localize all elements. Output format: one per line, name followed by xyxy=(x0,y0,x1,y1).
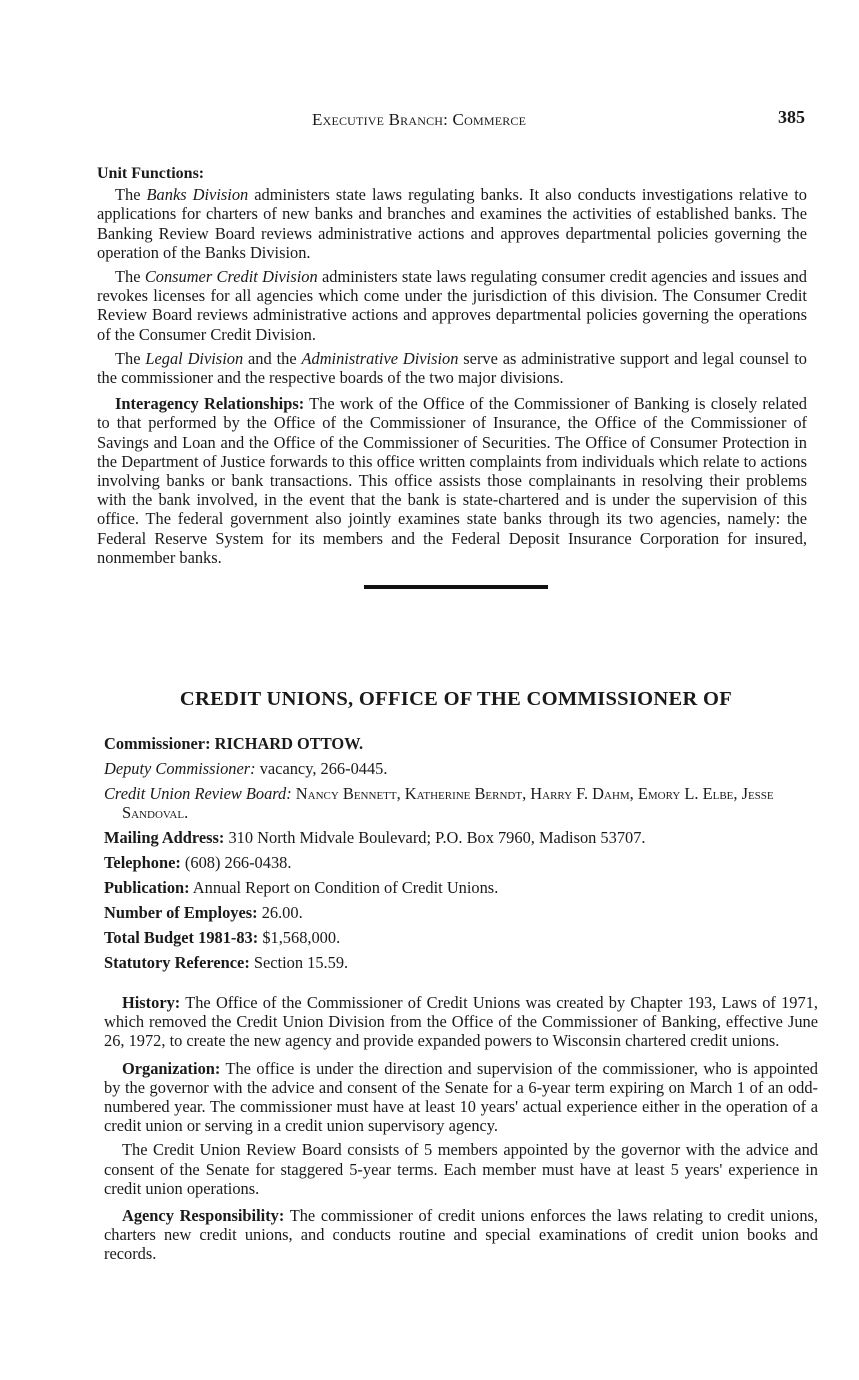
interagency-text: The work of the Office of the Commissioner of Banking is closely related to that performed by the Office of the Commissioner of Insurance, the Office of the Commissioner of Savings and Loan and the Office of the Commissioner of Securities. The Office of Consumer Protection in the Department of Justice forwards to this office written complaints from individuals which relate to actions involving banks or bank transactions. This office assists those complainants in resolving their problems with the bank involved, in the event that the bank is state-chartered and is under the supervision of this office. The federal government also jointly examines state banks through its two agencies, namely: the Federal Reserve System for its members and the Federal Deposit Insurance Corporation for insured, nonmember banks. xyxy=(97,394,807,567)
header-title-part1: Executive Branch: xyxy=(312,110,453,129)
budget-value: $1,568,000. xyxy=(258,928,341,947)
publication-label: Publication: xyxy=(104,878,190,897)
employees-value: 26.00. xyxy=(257,903,303,922)
employees-row xyxy=(104,903,816,922)
review-board-label: Credit Union Review Board: xyxy=(104,784,292,803)
budget-label: Total Budget 1981-83: xyxy=(104,928,259,947)
review-board-value: Nancy Bennett, Katherine Berndt, Harry F. Dahm, Emory L. Elbe, Jesse Sandoval. xyxy=(122,784,774,822)
office-title: CREDIT UNIONS, OFFICE OF THE COMMISSIONER OF xyxy=(179,688,733,710)
mailing-value: 310 North Midvale Boulevard; P.O. Box 7960, Madison 53707. xyxy=(224,828,646,847)
deputy-value: vacancy, 266-0445. xyxy=(255,759,388,778)
commissioner-row xyxy=(104,734,816,753)
telephone-value: (608) 266-0438. xyxy=(180,853,292,872)
responsibility-label: Agency Responsibility: xyxy=(122,1206,285,1226)
p3-em1: Legal Division xyxy=(145,348,244,368)
interagency-paragraph xyxy=(97,394,807,567)
deputy-row xyxy=(104,759,816,778)
p1-post: administers state laws regulating banks. It also conducts investigations relative to applications for charters of new banks and branches and examines the activities of established banks. The Banking Review Board reviews administrative actions and approves departmental policies governing the operation of the Banks Division. xyxy=(97,185,807,262)
responsibility-paragraph xyxy=(104,1206,818,1264)
history-paragraph xyxy=(104,993,818,1051)
organization-text: The office is under the direction and supervision of the commissioner, who is appointed by the governor with the advice and consent of the Senate for a 6-year term expiring on March 1 of an odd-numbered year. The commissioner must have at least 10 years' actual experience either in the operation of a credit union or serving in a credit union supervisory agency. xyxy=(104,1058,818,1136)
deputy-label: Deputy Commissioner: xyxy=(104,759,256,778)
commissioner-label: Commissioner: xyxy=(104,734,211,753)
unit-functions-heading: Unit Functions: xyxy=(97,165,205,182)
running-header xyxy=(0,107,859,134)
p1-pre: The xyxy=(115,185,147,205)
telephone-row xyxy=(104,853,816,872)
p3-mid: and the xyxy=(243,348,302,368)
credit-union-directory xyxy=(104,734,816,978)
page-number: 385 xyxy=(778,107,805,127)
history-text: The Office of the Commissioner of Credit Unions was created by Chapter 193, Laws of 1971, which removed the Credit Union Division from the Office of the Commissioner of Banking, effective June 26, 1972, to create the new agency and provide expanded powers to Wisconsin chartered credit unions. xyxy=(104,993,818,1051)
section-divider-rule xyxy=(364,585,548,589)
organization-paragraph xyxy=(104,1059,818,1136)
statutory-row xyxy=(104,953,816,972)
header-title-part2: Commerce xyxy=(452,110,527,129)
running-header-title xyxy=(312,110,526,130)
publication-value: Annual Report on Condition of Credit Unions. xyxy=(189,878,499,897)
responsibility-text: The commissioner of credit unions enforces the laws relating to credit unions, charters new credit unions, and conducts routine and special examinations of credit union books and records. xyxy=(104,1206,818,1264)
statutory-label: Statutory Reference: xyxy=(104,953,250,972)
employees-label: Number of Employes: xyxy=(104,903,258,922)
interagency-label: Interagency Relationships: xyxy=(115,394,305,414)
p3-post: serve as administrative support and legal counsel to the commissioner and the respective boards of the two major divisions. xyxy=(97,348,807,388)
p3-em2: Administrative Division xyxy=(301,348,459,368)
p2-pre: The xyxy=(115,267,145,287)
legal-admin-paragraph xyxy=(97,349,807,387)
publication-row xyxy=(104,878,816,897)
commissioner-value: RICHARD OTTOW. xyxy=(214,734,364,753)
banks-division-paragraph xyxy=(97,185,807,262)
review-board-paragraph: The Credit Union Review Board consists of 5 members appointed by the governor with the advice and consent of the Senate for staggered 5-year terms. Each member must have at least 5 years' experience in credit union operations. xyxy=(104,1140,818,1198)
telephone-label: Telephone: xyxy=(104,853,181,872)
banking-section xyxy=(97,164,807,572)
p3-pre: The xyxy=(115,348,146,368)
mailing-row xyxy=(104,828,816,847)
p2-post: administers state laws regulating consumer credit agencies and issues and revokes licenses for all agencies which come under the jurisdiction of this division. The Consumer Credit Review Board reviews administrative actions and approves departmental policies governing the operations of the Consumer Credit Division. xyxy=(97,267,807,344)
organization-label: Organization: xyxy=(122,1058,221,1078)
credit-union-narrative xyxy=(104,993,818,1269)
budget-row xyxy=(104,928,816,947)
review-board-row xyxy=(104,784,816,822)
mailing-label: Mailing Address: xyxy=(104,828,225,847)
p2-em: Consumer Credit Division xyxy=(144,267,318,287)
history-label: History: xyxy=(122,993,181,1012)
consumer-credit-paragraph xyxy=(97,267,807,344)
statutory-value: Section 15.59. xyxy=(249,953,349,972)
p1-em: Banks Division xyxy=(146,185,249,205)
